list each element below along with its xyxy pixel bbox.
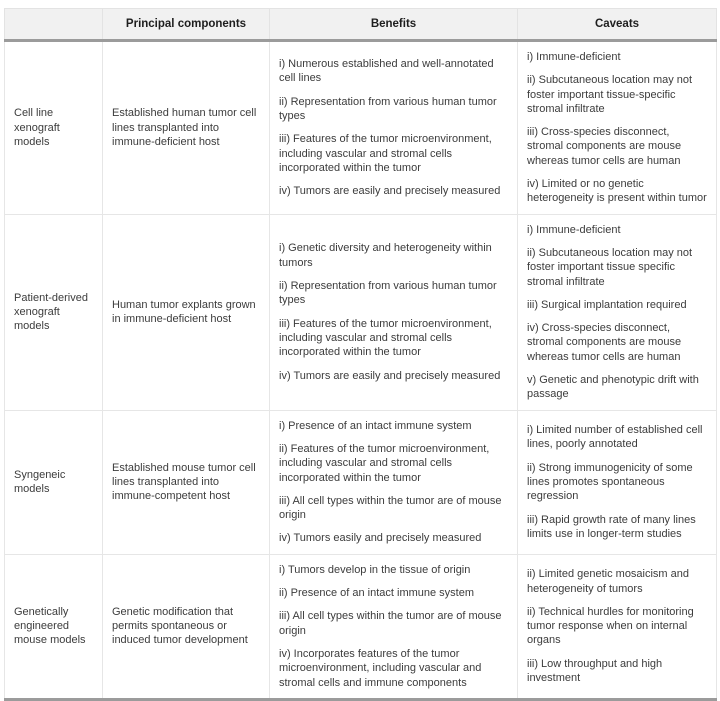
benefit-item: iii) All cell types within the tumor are of mouse origin: [279, 610, 502, 637]
caveats-cell: [518, 214, 717, 410]
caveats-cell: [518, 41, 717, 215]
column-header-principal-components: Principal components: [103, 9, 270, 41]
principal-components-cell: Human tumor explants grown in immune-deficient host: [103, 214, 270, 410]
caveat-item: ii) Subcutaneous location may not foster important tissue-specific stromal infiltrate: [527, 74, 693, 115]
benefit-item: iii) All cell types within the tumor are of mouse origin: [279, 494, 502, 522]
benefit-item: i) Presence of an intact immune system: [279, 419, 472, 432]
benefit-item: ii) Representation from various human tumor types: [279, 95, 497, 123]
benefit-item: i) Tumors develop in the tissue of origin: [279, 563, 471, 576]
benefits-cell: [270, 214, 518, 410]
table-row-cell-line-xenograft: [5, 41, 717, 215]
benefits-cell: [270, 554, 518, 699]
column-header-benefits: Benefits: [270, 9, 518, 41]
table-row-genetically-engineered-mouse: [5, 554, 717, 699]
caveats-cell: [518, 410, 717, 554]
caveat-item: ii) Strong immunogenicity of some lines promotes spontaneous regression: [527, 461, 693, 503]
model-name-cell: Genetically engineered mouse models: [5, 554, 103, 699]
column-header-caveats: Caveats: [518, 9, 717, 41]
caveat-item: iv) Limited or no genetic heterogeneity is present within tumor: [527, 178, 707, 205]
benefit-item: iv) Tumors are easily and precisely measured: [279, 369, 501, 382]
caveat-item: i) Limited number of established cell lines, poorly annotated: [527, 424, 703, 451]
caveat-item: iv) Cross-species disconnect, stromal components are mouse whereas tumor cells are human: [527, 322, 682, 363]
benefit-item: ii) Presence of an intact immune system: [279, 587, 475, 600]
benefit-item: iii) Features of the tumor microenvironment, including vascular and stromal cells incorporated within the tumor: [279, 133, 492, 174]
model-name-cell: Syngeneic models: [5, 410, 103, 554]
benefits-cell: [270, 41, 518, 215]
table-row-syngeneic: [5, 410, 717, 554]
benefit-item: iii) Features of the tumor microenvironment, including vascular and stromal cells incorporated within the tumor: [279, 317, 492, 359]
benefit-item: iv) Incorporates features of the tumor microenvironment, including vascular and stromal cells and immune components: [279, 647, 482, 689]
model-name-cell: Cell line xenograft models: [5, 41, 103, 215]
benefit-item: i) Genetic diversity and heterogeneity within tumors: [279, 242, 492, 269]
principal-components-cell: Genetic modification that permits spontaneous or induced tumor development: [103, 554, 270, 699]
benefit-item: iv) Tumors are easily and precisely measured: [279, 185, 501, 198]
table-header-row: [5, 9, 717, 41]
caveat-item: iii) Cross-species disconnect, stromal components are mouse whereas tumor cells are human: [527, 126, 682, 167]
benefit-item: ii) Representation from various human tumor types: [279, 280, 497, 307]
benefit-item: i) Numerous established and well-annotated cell lines: [279, 58, 494, 85]
benefits-cell: [270, 410, 518, 554]
caveat-item: i) Immune-deficient: [527, 223, 621, 236]
benefit-item: iv) Tumors easily and precisely measured: [279, 532, 482, 545]
principal-components-cell: Established mouse tumor cell lines transplanted into immune-competent host: [103, 410, 270, 554]
caveat-item: ii) Technical hurdles for monitoring tumor response when on internal organs: [527, 605, 694, 647]
caveat-item: v) Genetic and phenotypic drift with passage: [527, 374, 699, 401]
caveat-item: ii) Limited genetic mosaicism and heterogeneity of tumors: [527, 568, 690, 595]
tumor-model-comparison-table: [4, 8, 717, 701]
principal-components-cell: Established human tumor cell lines transplanted into immune-deficient host: [103, 41, 270, 215]
caveat-item: iii) Low throughput and high investment: [527, 657, 663, 684]
column-header-model: [5, 9, 103, 41]
caveat-item: ii) Subcutaneous location may not foster important tissue specific stromal infiltrate: [527, 246, 693, 288]
benefit-item: ii) Features of the tumor microenvironment, including vascular and stromal cells incorporated within the tumor: [279, 442, 490, 484]
model-name-cell: Patient-derived xenograft models: [5, 214, 103, 410]
caveat-item: i) Immune-deficient: [527, 51, 621, 63]
table-row-patient-derived-xenograft: [5, 214, 717, 410]
caveat-item: iii) Rapid growth rate of many lines limits use in longer-term studies: [527, 513, 696, 540]
caveat-item: iii) Surgical implantation required: [527, 298, 687, 311]
caveats-cell: [518, 554, 717, 699]
